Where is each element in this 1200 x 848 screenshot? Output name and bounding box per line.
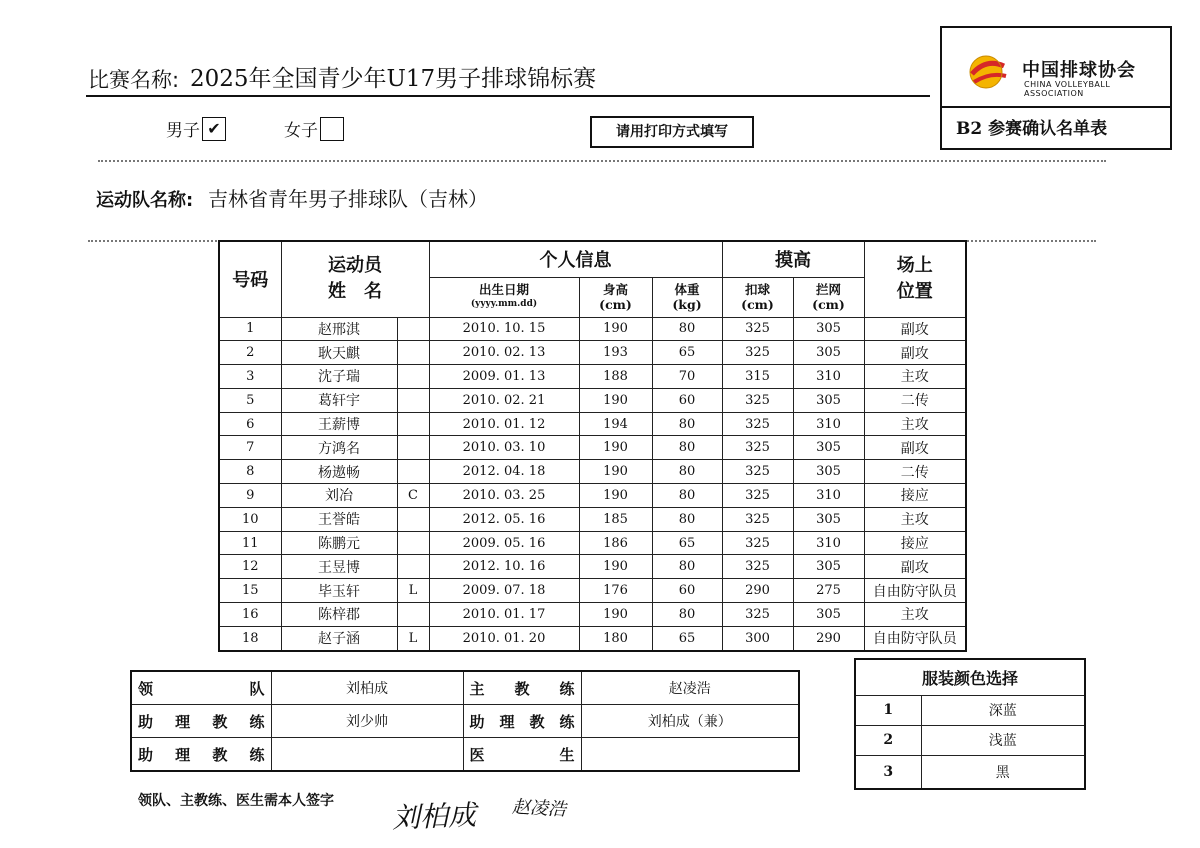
player-number: 8 — [219, 460, 281, 484]
player-spike-reach: 325 — [722, 341, 793, 365]
player-weight: 80 — [652, 460, 722, 484]
head-coach-label-char: 教 — [514, 679, 530, 698]
uniform-option-color: 深蓝 — [921, 695, 1085, 725]
player-block-reach: 305 — [793, 388, 864, 412]
player-position: 自由防守队员 — [864, 579, 966, 603]
doctor-label — [463, 738, 581, 772]
player-height: 190 — [579, 555, 652, 579]
player-role — [397, 365, 429, 389]
player-height: 190 — [579, 317, 652, 341]
assistant-label-char: 助 — [469, 712, 485, 731]
header-weight-label: 体重 — [674, 282, 700, 297]
head-coach-label-char: 练 — [559, 679, 575, 698]
leader-signature: 刘柏成 — [391, 798, 477, 835]
leader-name: 刘柏成 — [271, 671, 463, 705]
male-option[interactable] — [166, 116, 226, 141]
header-personal-info: 个人信息 — [429, 241, 722, 277]
player-name: 陈梓郡 — [281, 603, 397, 627]
header-spike — [722, 277, 793, 317]
header-block-label: 拦网 — [815, 282, 841, 297]
header-block-unit: (cm) — [812, 297, 845, 312]
leader-label — [131, 671, 271, 705]
player-height: 176 — [579, 579, 652, 603]
player-birth-date: 2010. 03. 25 — [429, 484, 579, 508]
player-position: 副攻 — [864, 555, 966, 579]
header-athlete-line2: 姓 名 — [328, 281, 382, 303]
team-name: 吉林省青年男子排球队（吉林） — [208, 187, 488, 211]
uniform-option-number: 1 — [855, 695, 921, 725]
competition-name: 2025年全国青少年U17男子排球锦标赛 — [190, 66, 597, 92]
player-spike-reach: 325 — [722, 531, 793, 555]
player-birth-date: 2012. 04. 18 — [429, 460, 579, 484]
assistant-label-char: 理 — [175, 712, 191, 731]
logo-divider — [942, 106, 1170, 108]
player-number: 6 — [219, 412, 281, 436]
player-height: 193 — [579, 341, 652, 365]
player-spike-reach: 300 — [722, 626, 793, 650]
header-spike-unit: (cm) — [741, 297, 774, 312]
player-birth-date: 2010. 03. 10 — [429, 436, 579, 460]
player-role — [397, 531, 429, 555]
volleyball-emblem-icon — [964, 52, 1014, 96]
table-row — [219, 579, 966, 603]
header-position-line1: 场上 — [896, 255, 933, 277]
player-spike-reach: 325 — [722, 507, 793, 531]
player-role: L — [397, 626, 429, 650]
table-row — [219, 507, 966, 531]
player-height: 188 — [579, 365, 652, 389]
uniform-option-number: 2 — [855, 725, 921, 755]
table-row — [219, 365, 966, 389]
table-row — [219, 341, 966, 365]
assistant-label-char: 教 — [212, 745, 228, 764]
player-birth-date: 2010. 02. 13 — [429, 341, 579, 365]
player-weight: 80 — [652, 436, 722, 460]
table-row — [219, 555, 966, 579]
table-row — [219, 436, 966, 460]
association-name-en: CHINA VOLLEYBALL ASSOCIATION — [1024, 80, 1111, 98]
player-birth-date: 2010. 01. 12 — [429, 412, 579, 436]
player-weight: 80 — [652, 412, 722, 436]
uniform-option-color: 浅蓝 — [921, 725, 1085, 755]
doctor-label-char: 医 — [469, 745, 485, 764]
player-weight: 60 — [652, 388, 722, 412]
staff-table — [130, 670, 800, 772]
player-height: 190 — [579, 436, 652, 460]
player-position: 自由防守队员 — [864, 626, 966, 650]
player-block-reach: 305 — [793, 341, 864, 365]
player-position: 接应 — [864, 531, 966, 555]
table-row — [219, 317, 966, 341]
table-row — [219, 412, 966, 436]
player-number: 1 — [219, 317, 281, 341]
player-weight: 80 — [652, 317, 722, 341]
header-athlete — [281, 241, 429, 317]
player-spike-reach: 325 — [722, 603, 793, 627]
player-number: 12 — [219, 555, 281, 579]
player-name: 杨遨畅 — [281, 460, 397, 484]
head-coach-label-char: 主 — [469, 679, 485, 698]
player-name: 王昱博 — [281, 555, 397, 579]
header-spike-label: 扣球 — [744, 282, 770, 297]
assistant-coach-2-name: 刘柏成（兼） — [581, 705, 799, 738]
player-weight: 80 — [652, 555, 722, 579]
assistant-label-char: 理 — [499, 712, 515, 731]
player-birth-date: 2010. 01. 20 — [429, 626, 579, 650]
header-weight — [652, 277, 722, 317]
header-reach: 摸高 — [722, 241, 864, 277]
assistant-label-char: 助 — [138, 745, 154, 764]
assistant-coach-3-name — [271, 738, 463, 772]
female-label: 女子 — [284, 121, 318, 141]
player-block-reach: 290 — [793, 626, 864, 650]
player-number: 15 — [219, 579, 281, 603]
player-height: 180 — [579, 626, 652, 650]
player-weight: 80 — [652, 507, 722, 531]
player-role — [397, 317, 429, 341]
header-weight-unit: (kg) — [672, 297, 702, 312]
player-position: 二传 — [864, 460, 966, 484]
assistant-coach-label — [463, 705, 581, 738]
uniform-color-table — [854, 658, 1086, 790]
assistant-coach-label — [131, 705, 271, 738]
header-position-line2: 位置 — [896, 281, 933, 303]
player-name: 王誉皓 — [281, 507, 397, 531]
competition-label: 比赛名称: — [88, 68, 180, 92]
player-weight: 80 — [652, 603, 722, 627]
player-name: 方鸿名 — [281, 436, 397, 460]
uniform-option-number: 3 — [855, 755, 921, 789]
player-spike-reach: 325 — [722, 460, 793, 484]
player-position: 副攻 — [864, 317, 966, 341]
header-birth-format: (yyyy.mm.dd) — [470, 299, 538, 309]
female-option[interactable] — [284, 116, 344, 141]
signature-note: 领队、主教练、医生需本人签字 — [138, 793, 334, 809]
player-role: C — [397, 484, 429, 508]
header-number: 号码 — [219, 241, 281, 317]
player-spike-reach: 325 — [722, 484, 793, 508]
player-role — [397, 412, 429, 436]
player-height: 186 — [579, 531, 652, 555]
uniform-option-color: 黑 — [921, 755, 1085, 789]
player-height: 190 — [579, 388, 652, 412]
player-height: 190 — [579, 603, 652, 627]
player-weight: 65 — [652, 531, 722, 555]
player-role — [397, 555, 429, 579]
print-note: 请用打印方式填写 — [590, 116, 754, 148]
player-spike-reach: 325 — [722, 412, 793, 436]
header-height — [579, 277, 652, 317]
player-number: 9 — [219, 484, 281, 508]
assistant-label-char: 理 — [175, 745, 191, 764]
coach-signature: 赵凌浩 — [511, 796, 567, 821]
assistant-label-char: 助 — [138, 712, 154, 731]
player-role — [397, 460, 429, 484]
player-position: 主攻 — [864, 603, 966, 627]
player-name: 葛轩宇 — [281, 388, 397, 412]
player-position: 主攻 — [864, 507, 966, 531]
logo-box — [940, 26, 1172, 150]
player-name: 赵邢淇 — [281, 317, 397, 341]
doctor-label-char: 生 — [559, 745, 575, 764]
assistant-label-char: 练 — [559, 712, 575, 731]
male-label: 男子 — [166, 121, 200, 141]
player-position: 副攻 — [864, 341, 966, 365]
player-position: 主攻 — [864, 412, 966, 436]
male-checkbox[interactable]: ✔ — [202, 117, 226, 141]
player-height: 190 — [579, 484, 652, 508]
player-number: 5 — [219, 388, 281, 412]
title-underline — [86, 95, 930, 97]
player-number: 10 — [219, 507, 281, 531]
team-label: 运动队名称: — [96, 190, 194, 211]
player-block-reach: 305 — [793, 317, 864, 341]
header-block — [793, 277, 864, 317]
header-height-label: 身高 — [602, 282, 628, 297]
table-row — [219, 603, 966, 627]
player-number: 7 — [219, 436, 281, 460]
player-birth-date: 2012. 10. 16 — [429, 555, 579, 579]
player-number: 2 — [219, 341, 281, 365]
player-birth-date: 2012. 05. 16 — [429, 507, 579, 531]
leader-label-char: 领 — [138, 679, 154, 698]
dotted-divider — [98, 160, 1106, 162]
player-spike-reach: 325 — [722, 555, 793, 579]
player-spike-reach: 315 — [722, 365, 793, 389]
player-weight: 65 — [652, 626, 722, 650]
header-birth-label: 出生日期 — [478, 282, 529, 297]
player-name: 沈子瑞 — [281, 365, 397, 389]
assistant-label-char: 练 — [249, 745, 265, 764]
player-role: L — [397, 579, 429, 603]
head-coach-name: 赵凌浩 — [581, 671, 799, 705]
player-birth-date: 2010. 02. 21 — [429, 388, 579, 412]
player-block-reach: 310 — [793, 412, 864, 436]
roster-table — [218, 240, 967, 652]
header-birth — [429, 277, 579, 317]
player-block-reach: 310 — [793, 531, 864, 555]
player-number: 16 — [219, 603, 281, 627]
header-height-unit: (cm) — [599, 297, 632, 312]
header-position — [864, 241, 966, 317]
table-row — [219, 531, 966, 555]
form-title: B2 参赛确认名单表 — [956, 119, 1108, 139]
player-birth-date: 2009. 05. 16 — [429, 531, 579, 555]
player-role — [397, 341, 429, 365]
assistant-coach-label — [131, 738, 271, 772]
table-row — [219, 460, 966, 484]
player-position: 副攻 — [864, 436, 966, 460]
player-name: 赵子涵 — [281, 626, 397, 650]
player-role — [397, 507, 429, 531]
player-name: 王薪博 — [281, 412, 397, 436]
player-name: 耿天麒 — [281, 341, 397, 365]
player-block-reach: 305 — [793, 460, 864, 484]
player-height: 194 — [579, 412, 652, 436]
player-number: 3 — [219, 365, 281, 389]
player-weight: 80 — [652, 484, 722, 508]
player-birth-date: 2010. 01. 17 — [429, 603, 579, 627]
player-weight: 70 — [652, 365, 722, 389]
player-birth-date: 2009. 01. 13 — [429, 365, 579, 389]
player-block-reach: 305 — [793, 555, 864, 579]
player-position: 接应 — [864, 484, 966, 508]
player-name: 毕玉轩 — [281, 579, 397, 603]
player-name: 陈鹏元 — [281, 531, 397, 555]
doctor-name — [581, 738, 799, 772]
player-birth-date: 2009. 07. 18 — [429, 579, 579, 603]
player-height: 185 — [579, 507, 652, 531]
player-spike-reach: 325 — [722, 436, 793, 460]
player-number: 11 — [219, 531, 281, 555]
assistant-coach-1-name: 刘少帅 — [271, 705, 463, 738]
player-weight: 65 — [652, 341, 722, 365]
player-birth-date: 2010. 10. 15 — [429, 317, 579, 341]
uniform-title: 服装颜色选择 — [855, 659, 1085, 695]
player-block-reach: 310 — [793, 365, 864, 389]
player-block-reach: 275 — [793, 579, 864, 603]
head-coach-label — [463, 671, 581, 705]
player-block-reach: 305 — [793, 603, 864, 627]
player-spike-reach: 290 — [722, 579, 793, 603]
player-block-reach: 305 — [793, 436, 864, 460]
player-role — [397, 436, 429, 460]
table-row — [219, 388, 966, 412]
table-row — [219, 484, 966, 508]
assistant-label-char: 教 — [212, 712, 228, 731]
player-number: 18 — [219, 626, 281, 650]
leader-label-char: 队 — [249, 679, 265, 698]
player-spike-reach: 325 — [722, 388, 793, 412]
player-position: 二传 — [864, 388, 966, 412]
player-role — [397, 388, 429, 412]
player-weight: 60 — [652, 579, 722, 603]
header-athlete-line1: 运动员 — [328, 255, 382, 277]
player-block-reach: 310 — [793, 484, 864, 508]
association-name-cn: 中国排球协会 — [1022, 60, 1136, 81]
player-role — [397, 603, 429, 627]
player-name: 刘冶 — [281, 484, 397, 508]
assistant-label-char: 教 — [529, 712, 545, 731]
player-block-reach: 305 — [793, 507, 864, 531]
female-checkbox[interactable] — [320, 117, 344, 141]
player-height: 190 — [579, 460, 652, 484]
player-position: 主攻 — [864, 365, 966, 389]
assistant-label-char: 练 — [249, 712, 265, 731]
table-row — [219, 626, 966, 650]
player-spike-reach: 325 — [722, 317, 793, 341]
